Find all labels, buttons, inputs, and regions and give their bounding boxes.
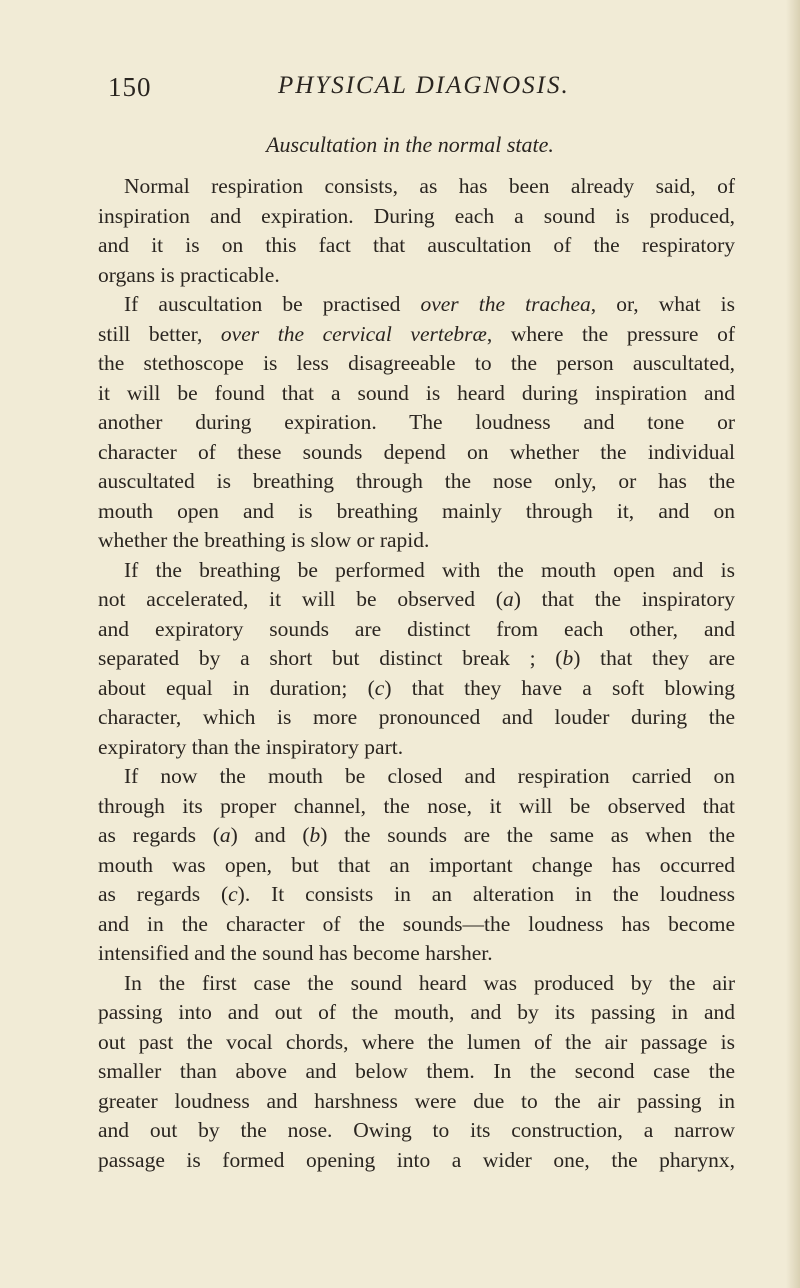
text-line: Normal respiration consists, as has been already said, of [124, 174, 735, 198]
text-line: another during expiration. The loudness and tone or [98, 410, 735, 434]
page-edge-shadow [786, 0, 800, 1288]
text-line: and expiratory sounds are distinct from each other, and [98, 616, 735, 641]
text-line: If the breathing be performed with the mouth open and is [124, 557, 735, 582]
text-line: passing into and out of the mouth, and by its passing in and [98, 1000, 735, 1024]
text-line: character of these sounds depend on whether the individual [98, 439, 735, 464]
text-line: as regards (c). It consists in an alteration in the loudness [98, 882, 735, 906]
text-line: If auscultation be practised over the trachea, or, what is [124, 292, 735, 316]
text-line: If now the mouth be closed and respiration carried on [124, 764, 735, 788]
text-line: separated by a short but distinct break ; (b) that they are [98, 646, 735, 670]
running-head: PHYSICAL DIAGNOSIS. [278, 72, 570, 99]
text-line: smaller than above and below them. In the second case the [98, 1059, 735, 1083]
text-line: inspiration and expiration. During each a sound is produced, [98, 203, 735, 228]
text-line: character, which is more pronounced and louder during the [98, 705, 735, 729]
text-line: expiratory than the inspiratory part. [98, 734, 404, 759]
section-title: Auscultation in the normal state. [266, 132, 554, 157]
body-text [98, 172, 735, 1175]
text-line: and in the character of the sounds—the loudness has become [98, 911, 735, 936]
page-header [108, 66, 728, 106]
text-line: it will be found that a sound is heard during inspiration and [98, 380, 735, 405]
text-line: and out by the nose. Owing to its construction, a narrow [98, 1118, 735, 1142]
text-line: about equal in duration; (c) that they have a soft blowing [98, 675, 735, 700]
text-line: whether the breathing is slow or rapid. [98, 528, 430, 552]
text-line: as regards (a) and (b) the sounds are the same as when the [98, 823, 735, 847]
text-line: passage is formed opening into a wider one, the pharynx, [98, 1147, 735, 1172]
text-line: greater loudness and harshness were due to the air passing in [98, 1088, 735, 1113]
text-line: mouth was open, but that an important change has occurred [98, 852, 735, 877]
text-line: In the first case the sound heard was produced by the air [124, 970, 735, 995]
text-line: intensified and the sound has become harsher. [98, 941, 493, 965]
text-line: not accelerated, it will be observed (a) that the inspiratory [98, 587, 735, 611]
text-line: the stethoscope is less disagreeable to the person auscultated, [98, 351, 735, 375]
text-line: out past the vocal chords, where the lumen of the air passage is [98, 1029, 735, 1054]
text-line: through its proper channel, the nose, it will be observed that [98, 793, 735, 818]
text-line: still better, over the cervical vertebræ, where the pressure of [98, 321, 735, 346]
text-line: mouth open and is breathing mainly through it, and on [98, 498, 735, 523]
text-line: auscultated is breathing through the nose only, or has the [98, 469, 735, 493]
text-line: organs is practicable. [98, 262, 280, 287]
page-number: 150 [108, 72, 152, 102]
text-line: and it is on this fact that auscultation of the respiratory [98, 233, 735, 257]
